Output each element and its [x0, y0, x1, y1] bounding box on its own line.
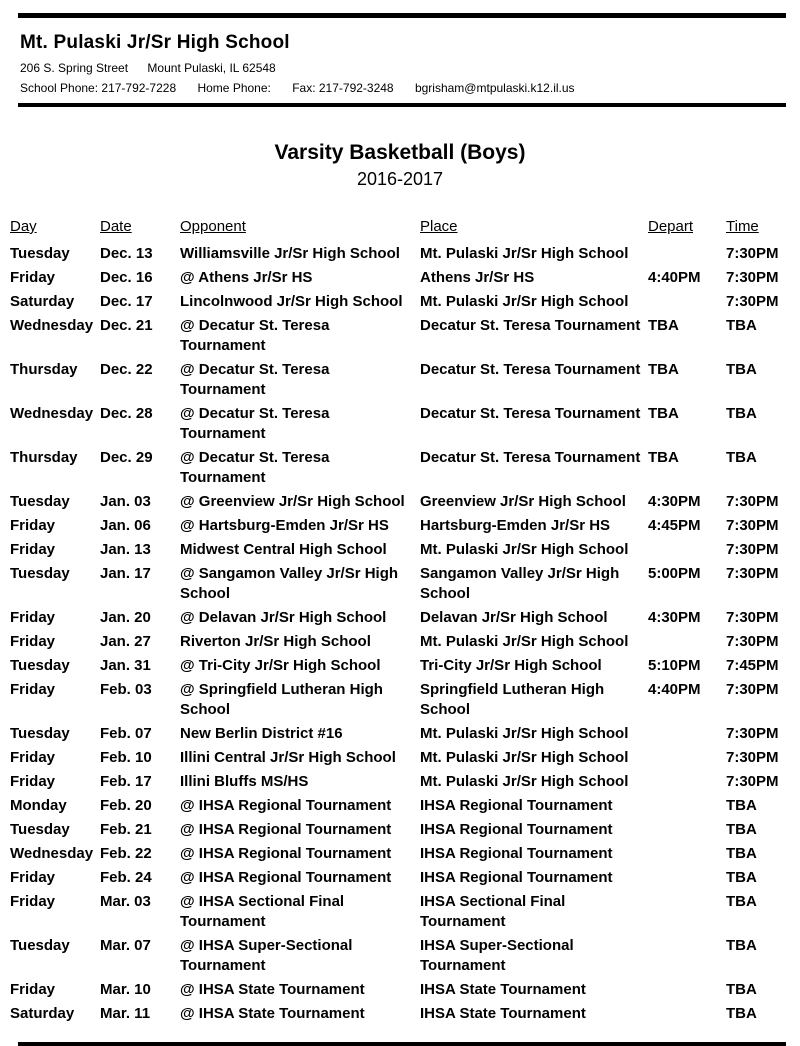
- opponent-cell: New Berlin District #16: [180, 725, 343, 742]
- date-cell: Dec. 29: [100, 449, 153, 466]
- depart-cell: 4:30PM: [648, 609, 701, 626]
- place-cell: Mt. Pulaski Jr/Sr High School: [420, 773, 629, 790]
- day-cell: Friday: [10, 893, 56, 910]
- date-cell: Jan. 31: [100, 657, 151, 674]
- opponent-cell: @ IHSA Sectional Final Tournament: [180, 893, 345, 930]
- date-cell: Mar. 10: [100, 981, 151, 998]
- place-cell: IHSA State Tournament: [420, 981, 586, 998]
- place-cell: IHSA State Tournament: [420, 1005, 586, 1022]
- bottom-rule: [18, 1042, 786, 1046]
- place-cell: Decatur St. Teresa Tournament: [420, 317, 641, 334]
- depart-cell: [648, 866, 726, 890]
- time-cell: TBA: [726, 317, 757, 334]
- time-cell: 7:30PM: [726, 749, 779, 766]
- day-cell: Friday: [10, 633, 56, 650]
- time-cell: TBA: [726, 845, 757, 862]
- letterhead: [0, 32, 800, 95]
- opponent-cell: @ Hartsburg-Emden Jr/Sr HS: [180, 517, 389, 534]
- depart-cell: TBA: [648, 317, 679, 334]
- date-cell: Feb. 07: [100, 725, 152, 742]
- place-cell: IHSA Regional Tournament: [420, 821, 613, 838]
- mid-rule: [18, 103, 786, 107]
- table-row: [10, 934, 790, 978]
- date-cell: Dec. 16: [100, 269, 153, 286]
- date-cell: Feb. 17: [100, 773, 152, 790]
- opponent-cell: Williamsville Jr/Sr High School: [180, 245, 400, 262]
- table-row: [10, 242, 790, 266]
- opponent-cell: @ IHSA Regional Tournament: [180, 845, 392, 862]
- time-cell: TBA: [726, 981, 757, 998]
- title-block: [0, 141, 800, 190]
- column-header-date: Date: [100, 218, 132, 235]
- column-header-place: Place: [420, 218, 458, 235]
- time-cell: 7:30PM: [726, 725, 779, 742]
- date-cell: Jan. 27: [100, 633, 151, 650]
- opponent-cell: @ IHSA Regional Tournament: [180, 821, 392, 838]
- day-cell: Tuesday: [10, 245, 70, 262]
- time-cell: 7:30PM: [726, 493, 779, 510]
- depart-cell: 4:40PM: [648, 681, 701, 698]
- date-cell: Feb. 03: [100, 681, 152, 698]
- day-cell: Friday: [10, 517, 56, 534]
- address-line: [20, 61, 800, 75]
- opponent-cell: Riverton Jr/Sr High School: [180, 633, 371, 650]
- date-cell: Feb. 10: [100, 749, 152, 766]
- opponent-cell: @ Delavan Jr/Sr High School: [180, 609, 387, 626]
- opponent-cell: @ Greenview Jr/Sr High School: [180, 493, 405, 510]
- day-cell: Tuesday: [10, 493, 70, 510]
- opponent-cell: @ IHSA Regional Tournament: [180, 797, 392, 814]
- place-cell: Delavan Jr/Sr High School: [420, 609, 608, 626]
- table-row: [10, 314, 790, 358]
- table-row: [10, 446, 790, 490]
- date-cell: Jan. 20: [100, 609, 151, 626]
- column-header-time: Time: [726, 218, 759, 235]
- depart-cell: [648, 290, 726, 314]
- opponent-cell: @ Athens Jr/Sr HS: [180, 269, 313, 286]
- time-cell: TBA: [726, 797, 757, 814]
- place-cell: Mt. Pulaski Jr/Sr High School: [420, 749, 629, 766]
- date-cell: Dec. 21: [100, 317, 153, 334]
- day-cell: Thursday: [10, 361, 78, 378]
- day-cell: Friday: [10, 541, 56, 558]
- date-cell: Mar. 03: [100, 893, 151, 910]
- day-cell: Tuesday: [10, 725, 70, 742]
- place-cell: Mt. Pulaski Jr/Sr High School: [420, 725, 629, 742]
- table-row: [10, 606, 790, 630]
- opponent-cell: @ Decatur St. Teresa Tournament: [180, 405, 330, 442]
- place-cell: Mt. Pulaski Jr/Sr High School: [420, 245, 629, 262]
- depart-cell: [648, 934, 726, 978]
- depart-cell: [648, 630, 726, 654]
- table-row: [10, 746, 790, 770]
- opponent-cell: Illini Bluffs MS/HS: [180, 773, 309, 790]
- day-cell: Thursday: [10, 449, 78, 466]
- table-header-row: [10, 218, 790, 242]
- column-header-depart: Depart: [648, 218, 694, 235]
- table-row: [10, 654, 790, 678]
- depart-cell: [648, 770, 726, 794]
- time-cell: 7:30PM: [726, 633, 779, 650]
- depart-cell: 4:30PM: [648, 493, 701, 510]
- opponent-cell: @ Tri-City Jr/Sr High School: [180, 657, 381, 674]
- date-cell: Jan. 17: [100, 565, 151, 582]
- depart-cell: [648, 1002, 726, 1026]
- day-cell: Monday: [10, 797, 67, 814]
- time-cell: TBA: [726, 937, 757, 954]
- place-cell: IHSA Regional Tournament: [420, 845, 613, 862]
- time-cell: TBA: [726, 893, 757, 910]
- opponent-cell: Lincolnwood Jr/Sr High School: [180, 293, 403, 310]
- fax-number: Fax: 217-792-3248: [292, 81, 394, 95]
- day-cell: Tuesday: [10, 937, 70, 954]
- time-cell: 7:30PM: [726, 245, 779, 262]
- time-cell: 7:30PM: [726, 565, 779, 582]
- depart-cell: TBA: [648, 405, 679, 422]
- table-row: [10, 290, 790, 314]
- opponent-cell: @ IHSA State Tournament: [180, 1005, 365, 1022]
- opponent-cell: @ Decatur St. Teresa Tournament: [180, 449, 330, 486]
- table-row: [10, 678, 790, 722]
- table-row: [10, 890, 790, 934]
- address-city: Mount Pulaski, IL 62548: [147, 61, 276, 75]
- time-cell: TBA: [726, 449, 757, 466]
- depart-cell: [648, 818, 726, 842]
- date-cell: Jan. 03: [100, 493, 151, 510]
- table-row: [10, 866, 790, 890]
- depart-cell: 5:00PM: [648, 565, 701, 582]
- table-row: [10, 842, 790, 866]
- date-cell: Dec. 13: [100, 245, 153, 262]
- opponent-cell: @ Springfield Lutheran High School: [180, 681, 383, 718]
- home-phone-label: Home Phone:: [197, 81, 271, 95]
- date-cell: Dec. 17: [100, 293, 153, 310]
- day-cell: Tuesday: [10, 657, 70, 674]
- contact-line: [20, 81, 800, 95]
- date-cell: Mar. 07: [100, 937, 151, 954]
- place-cell: Hartsburg-Emden Jr/Sr HS: [420, 517, 611, 534]
- table-row: [10, 402, 790, 446]
- table-row: [10, 538, 790, 562]
- depart-cell: 4:40PM: [648, 269, 701, 286]
- date-cell: Feb. 21: [100, 821, 152, 838]
- time-cell: 7:45PM: [726, 657, 779, 674]
- date-cell: Dec. 22: [100, 361, 153, 378]
- top-rule: [18, 13, 786, 18]
- time-cell: 7:30PM: [726, 609, 779, 626]
- table-row: [10, 358, 790, 402]
- opponent-cell: @ Decatur St. Teresa Tournament: [180, 361, 330, 398]
- opponent-cell: @ Decatur St. Teresa Tournament: [180, 317, 330, 354]
- place-cell: Athens Jr/Sr HS: [420, 269, 535, 286]
- place-cell: IHSA Regional Tournament: [420, 869, 613, 886]
- place-cell: Greenview Jr/Sr High School: [420, 493, 626, 510]
- place-cell: IHSA Super-Sectional Tournament: [420, 937, 574, 974]
- place-cell: Decatur St. Teresa Tournament: [420, 449, 641, 466]
- opponent-cell: Illini Central Jr/Sr High School: [180, 749, 396, 766]
- depart-cell: [648, 722, 726, 746]
- depart-cell: [648, 242, 726, 266]
- place-cell: Sangamon Valley Jr/Sr High School: [420, 565, 620, 602]
- opponent-cell: Midwest Central High School: [180, 541, 387, 558]
- day-cell: Friday: [10, 749, 56, 766]
- day-cell: Friday: [10, 609, 56, 626]
- column-header-day: Day: [10, 218, 37, 235]
- time-cell: 7:30PM: [726, 269, 779, 286]
- date-cell: Feb. 20: [100, 797, 152, 814]
- school-phone: School Phone: 217-792-7228: [20, 81, 177, 95]
- opponent-cell: @ IHSA Regional Tournament: [180, 869, 392, 886]
- day-cell: Wednesday: [10, 405, 94, 422]
- place-cell: Decatur St. Teresa Tournament: [420, 405, 641, 422]
- date-cell: Dec. 28: [100, 405, 153, 422]
- time-cell: TBA: [726, 361, 757, 378]
- school-name: Mt. Pulaski Jr/Sr High School: [20, 32, 290, 53]
- time-cell: 7:30PM: [726, 773, 779, 790]
- day-cell: Saturday: [10, 1005, 75, 1022]
- depart-cell: [648, 794, 726, 818]
- document-page: [0, 13, 800, 1046]
- date-cell: Jan. 13: [100, 541, 151, 558]
- table-row: [10, 490, 790, 514]
- depart-cell: [648, 842, 726, 866]
- depart-cell: TBA: [648, 449, 679, 466]
- time-cell: TBA: [726, 405, 757, 422]
- opponent-cell: @ IHSA State Tournament: [180, 981, 365, 998]
- opponent-cell: @ IHSA Super-Sectional Tournament: [180, 937, 353, 974]
- depart-cell: [648, 538, 726, 562]
- address-street: 206 S. Spring Street: [20, 61, 129, 75]
- day-cell: Tuesday: [10, 821, 70, 838]
- day-cell: Tuesday: [10, 565, 70, 582]
- schedule-table: [10, 218, 790, 1026]
- time-cell: TBA: [726, 869, 757, 886]
- day-cell: Friday: [10, 869, 56, 886]
- table-row: [10, 562, 790, 606]
- opponent-cell: @ Sangamon Valley Jr/Sr High School: [180, 565, 399, 602]
- table-row: [10, 770, 790, 794]
- time-cell: 7:30PM: [726, 681, 779, 698]
- date-cell: Feb. 24: [100, 869, 152, 886]
- depart-cell: [648, 746, 726, 770]
- time-cell: TBA: [726, 1005, 757, 1022]
- time-cell: 7:30PM: [726, 517, 779, 534]
- email-address: bgrisham@mtpulaski.k12.il.us: [414, 81, 575, 95]
- page-title: Varsity Basketball (Boys): [274, 141, 526, 164]
- depart-cell: 5:10PM: [648, 657, 701, 674]
- place-cell: Springfield Lutheran High School: [420, 681, 605, 718]
- date-cell: Feb. 22: [100, 845, 152, 862]
- place-cell: Mt. Pulaski Jr/Sr High School: [420, 541, 629, 558]
- day-cell: Friday: [10, 773, 56, 790]
- date-cell: Mar. 11: [100, 1005, 151, 1022]
- table-row: [10, 266, 790, 290]
- time-cell: TBA: [726, 821, 757, 838]
- day-cell: Friday: [10, 681, 56, 698]
- depart-cell: [648, 890, 726, 934]
- table-row: [10, 722, 790, 746]
- place-cell: IHSA Sectional Final Tournament: [420, 893, 566, 930]
- time-cell: 7:30PM: [726, 541, 779, 558]
- table-row: [10, 818, 790, 842]
- table-row: [10, 1002, 790, 1026]
- column-header-opponent: Opponent: [180, 218, 246, 235]
- day-cell: Friday: [10, 981, 56, 998]
- depart-cell: TBA: [648, 361, 679, 378]
- place-cell: Mt. Pulaski Jr/Sr High School: [420, 293, 629, 310]
- table-row: [10, 630, 790, 654]
- depart-cell: 4:45PM: [648, 517, 701, 534]
- season-subtitle: 2016-2017: [356, 169, 444, 189]
- table-row: [10, 514, 790, 538]
- day-cell: Saturday: [10, 293, 75, 310]
- place-cell: Decatur St. Teresa Tournament: [420, 361, 641, 378]
- day-cell: Wednesday: [10, 317, 94, 334]
- table-row: [10, 978, 790, 1002]
- time-cell: 7:30PM: [726, 293, 779, 310]
- table-row: [10, 794, 790, 818]
- date-cell: Jan. 06: [100, 517, 151, 534]
- day-cell: Friday: [10, 269, 56, 286]
- place-cell: Mt. Pulaski Jr/Sr High School: [420, 633, 629, 650]
- day-cell: Wednesday: [10, 845, 94, 862]
- place-cell: Tri-City Jr/Sr High School: [420, 657, 602, 674]
- place-cell: IHSA Regional Tournament: [420, 797, 613, 814]
- depart-cell: [648, 978, 726, 1002]
